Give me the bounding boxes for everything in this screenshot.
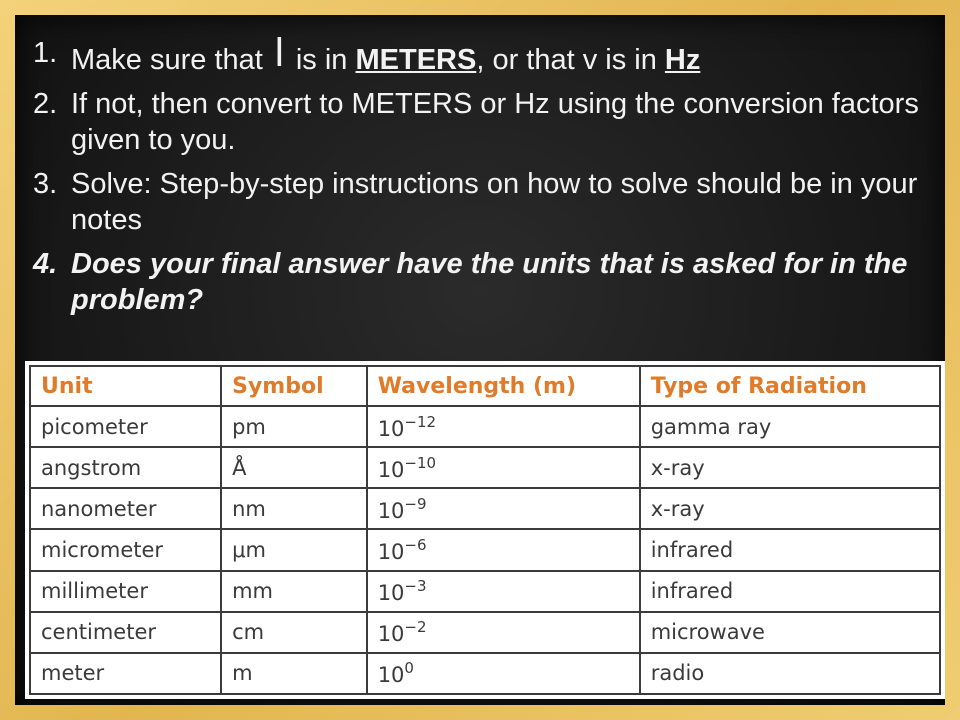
cell-radiation-type xyxy=(640,447,940,488)
cell-wavelength xyxy=(367,653,640,694)
hz-emphasis: Hz xyxy=(664,44,701,76)
step-3 xyxy=(15,166,945,238)
table-row xyxy=(30,571,940,612)
radiation-type: radio xyxy=(650,661,705,686)
unit-symbol: Å xyxy=(232,455,247,480)
cell-wavelength xyxy=(367,612,640,653)
wavelength-base: 10 xyxy=(377,498,405,523)
cell-symbol xyxy=(221,488,367,529)
step-text: Does your final answer have the units that is asked for in the problem? xyxy=(71,248,908,316)
wavelength-base: 10 xyxy=(377,539,405,564)
step-4 xyxy=(15,246,945,318)
unit-symbol: nm xyxy=(232,496,266,521)
table-row xyxy=(30,447,940,488)
cell-radiation-type xyxy=(640,612,940,653)
units-table-container xyxy=(25,361,945,699)
table-row xyxy=(30,653,940,694)
cell-unit xyxy=(30,529,221,570)
unit-name: picometer xyxy=(41,414,148,439)
step-1 xyxy=(15,31,945,78)
units-table xyxy=(29,365,941,695)
unit-symbol: μm xyxy=(232,537,266,562)
step-number: 1. xyxy=(33,37,58,69)
cell-radiation-type xyxy=(640,529,940,570)
wavelength-exponent: −12 xyxy=(404,412,437,431)
unit-name: micrometer xyxy=(41,537,164,562)
steps-list xyxy=(15,31,945,326)
unit-symbol: pm xyxy=(232,414,266,439)
cell-wavelength xyxy=(367,529,640,570)
wavelength-base: 10 xyxy=(377,457,405,482)
cell-unit xyxy=(30,488,221,529)
header-radiation-type: Type of Radiation xyxy=(640,366,940,406)
step-text: If not, then convert to METERS or Hz using the conversion factors given to you. xyxy=(71,88,919,156)
unit-name: centimeter xyxy=(41,620,157,645)
wavelength-exponent: −9 xyxy=(404,494,427,513)
step-text: Make sure that xyxy=(71,44,263,76)
unit-symbol: cm xyxy=(232,620,265,645)
wavelength-exponent: −6 xyxy=(404,535,427,554)
meters-emphasis: METERS xyxy=(355,44,477,76)
cell-unit xyxy=(30,406,221,447)
header-symbol: Symbol xyxy=(221,366,367,406)
cell-wavelength xyxy=(367,488,640,529)
wavelength-exponent: −10 xyxy=(404,453,437,472)
cell-symbol xyxy=(221,571,367,612)
step-text: is in xyxy=(295,44,348,76)
header-unit: Unit xyxy=(30,366,221,406)
radiation-type: microwave xyxy=(650,620,765,645)
header-wavelength: Wavelength (m) xyxy=(367,366,640,406)
radiation-type: infrared xyxy=(650,579,734,604)
cell-wavelength xyxy=(367,447,640,488)
wavelength-base: 10 xyxy=(377,622,405,647)
unit-name: millimeter xyxy=(41,579,148,604)
radiation-type: x-ray xyxy=(650,455,705,480)
wavelength-exponent: 0 xyxy=(404,659,414,678)
table-row xyxy=(30,529,940,570)
cell-wavelength xyxy=(367,571,640,612)
table-row xyxy=(30,406,940,447)
cell-radiation-type xyxy=(640,406,940,447)
unit-name: angstrom xyxy=(41,455,142,480)
unit-symbol: m xyxy=(232,661,253,686)
cell-radiation-type xyxy=(640,488,940,529)
cell-unit xyxy=(30,653,221,694)
cell-unit xyxy=(30,571,221,612)
table-header-row xyxy=(30,366,940,406)
radiation-type: x-ray xyxy=(650,496,705,521)
cell-radiation-type xyxy=(640,653,940,694)
table-row xyxy=(30,612,940,653)
unit-name: meter xyxy=(41,661,105,686)
wavelength-base: 10 xyxy=(377,416,405,441)
step-number: 2. xyxy=(33,88,58,120)
unit-symbol: mm xyxy=(232,579,274,604)
cell-unit xyxy=(30,447,221,488)
wavelength-exponent: −3 xyxy=(404,577,427,596)
wavelength-base: 10 xyxy=(377,663,405,688)
lambda-symbol: l xyxy=(274,31,284,75)
cell-wavelength xyxy=(367,406,640,447)
step-2 xyxy=(15,86,945,158)
cell-symbol xyxy=(221,447,367,488)
wavelength-base: 10 xyxy=(377,581,405,606)
wavelength-exponent: −2 xyxy=(404,618,427,637)
cell-radiation-type xyxy=(640,571,940,612)
cell-symbol xyxy=(221,612,367,653)
cell-symbol xyxy=(221,406,367,447)
cell-symbol xyxy=(221,529,367,570)
step-number: 3. xyxy=(33,168,58,200)
radiation-type: gamma ray xyxy=(650,414,772,439)
step-text: , or that v is in xyxy=(476,44,657,76)
unit-name: nanometer xyxy=(41,496,157,521)
table-row xyxy=(30,488,940,529)
step-number: 4. xyxy=(33,248,58,280)
step-text: Solve: Step-by-step instructions on how to solve should be in your notes xyxy=(71,168,918,236)
cell-unit xyxy=(30,612,221,653)
cell-symbol xyxy=(221,653,367,694)
radiation-type: infrared xyxy=(650,537,734,562)
chalkboard xyxy=(15,15,945,705)
